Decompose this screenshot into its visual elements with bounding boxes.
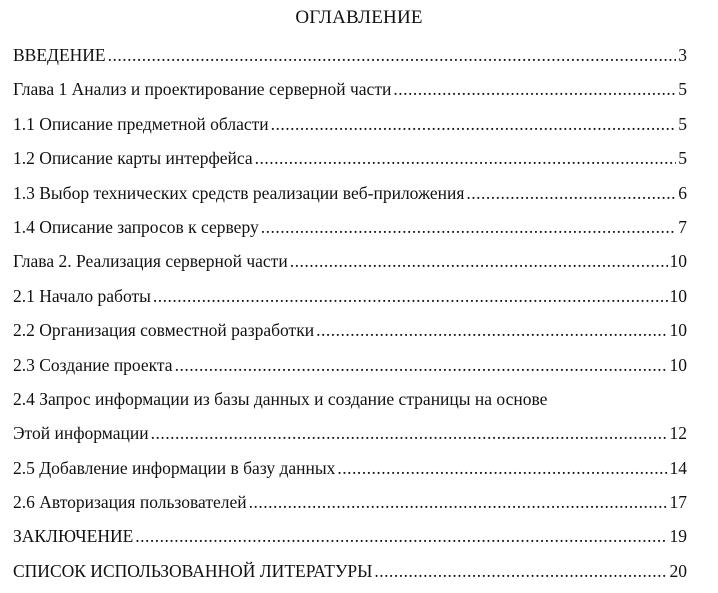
toc-page-number: 14 (669, 457, 687, 478)
toc-entry (13, 107, 687, 141)
toc-leader-dots (316, 313, 667, 347)
toc-entry-text: 2.4 Запрос информации из базы данных и создание страницы на основе (13, 388, 548, 409)
toc-page-number: 7 (678, 216, 687, 237)
toc-page-number: 6 (678, 182, 687, 203)
toc-page-number: 10 (669, 354, 687, 375)
toc-leader-dots (261, 210, 677, 244)
toc-page-number: 17 (669, 492, 687, 513)
toc-entry-text: Глава 2. Реализация серверной части (13, 251, 288, 272)
toc-entry (13, 382, 687, 416)
toc-entry-text: ЗАКЛЮЧЕНИЕ (13, 526, 134, 547)
toc-leader-dots (249, 485, 668, 519)
toc-entry (13, 279, 687, 313)
toc-entry-text: 1.2 Описание карты интерфейса (13, 148, 253, 169)
toc-page-number: 10 (669, 320, 687, 341)
toc-entry (13, 141, 687, 175)
toc-entry (13, 416, 687, 450)
toc-leader-dots (393, 72, 676, 106)
toc-entry (13, 176, 687, 210)
toc-page-number: 3 (678, 45, 687, 65)
toc-entry-text: Глава 1 Анализ и проектирование серверной части (13, 79, 392, 100)
page-title: ОГЛАВЛЕНИЕ (295, 7, 423, 28)
toc-entry (13, 244, 687, 278)
toc-entry-text: 2.6 Авторизация пользователей (13, 492, 247, 513)
toc-entry-text: 1.4 Описание запросов к серверу (13, 216, 259, 237)
toc-entry (13, 38, 687, 72)
toc-entry (13, 554, 687, 588)
toc-page-number: 10 (669, 285, 687, 306)
toc-page-number: 12 (669, 423, 687, 444)
toc-entry (13, 519, 687, 553)
toc-page-number: 20 (669, 560, 687, 581)
toc-entry-text: 1.3 Выбор технических средств реализации веб-приложения (13, 182, 465, 203)
toc-leader-dots (255, 141, 677, 175)
toc-leader-dots (151, 416, 668, 450)
toc-page-number: 5 (678, 113, 687, 134)
toc-entry-text: СПИСОК ИСПОЛЬЗОВАННОЙ ЛИТЕРАТУРЫ (13, 560, 373, 581)
toc-entry-text: ВВЕДЕНИЕ (13, 45, 106, 65)
toc-leader-dots (108, 38, 677, 72)
toc-page-number: 5 (678, 148, 687, 169)
toc-leader-dots (135, 519, 667, 553)
toc-entry (13, 72, 687, 106)
toc-entry (13, 451, 687, 485)
table-of-contents (13, 38, 687, 588)
toc-entry-text: 1.1 Описание предметной области (13, 113, 269, 134)
toc-page-number: 5 (678, 79, 687, 100)
toc-leader-dots (271, 107, 677, 141)
toc-entry (13, 210, 687, 244)
toc-entry (13, 313, 687, 347)
toc-leader-dots (337, 451, 667, 485)
toc-entry (13, 348, 687, 382)
toc-entry-text: 2.1 Начало работы (13, 285, 151, 306)
toc-leader-dots (290, 244, 668, 278)
toc-entry-text: Этой информации (13, 423, 149, 444)
toc-page-number: 19 (669, 526, 687, 547)
toc-entry-text: 2.5 Добавление информации в базу данных (13, 457, 336, 478)
toc-leader-dots (175, 348, 668, 382)
toc-leader-dots (466, 176, 676, 210)
toc-entry (13, 485, 687, 519)
toc-entry-text: 2.3 Создание проекта (13, 354, 173, 375)
toc-leader-dots (153, 279, 668, 313)
toc-entry-text: 2.2 Организация совместной разработки (13, 320, 315, 341)
toc-page-number: 10 (669, 251, 687, 272)
toc-leader-dots (374, 554, 667, 588)
